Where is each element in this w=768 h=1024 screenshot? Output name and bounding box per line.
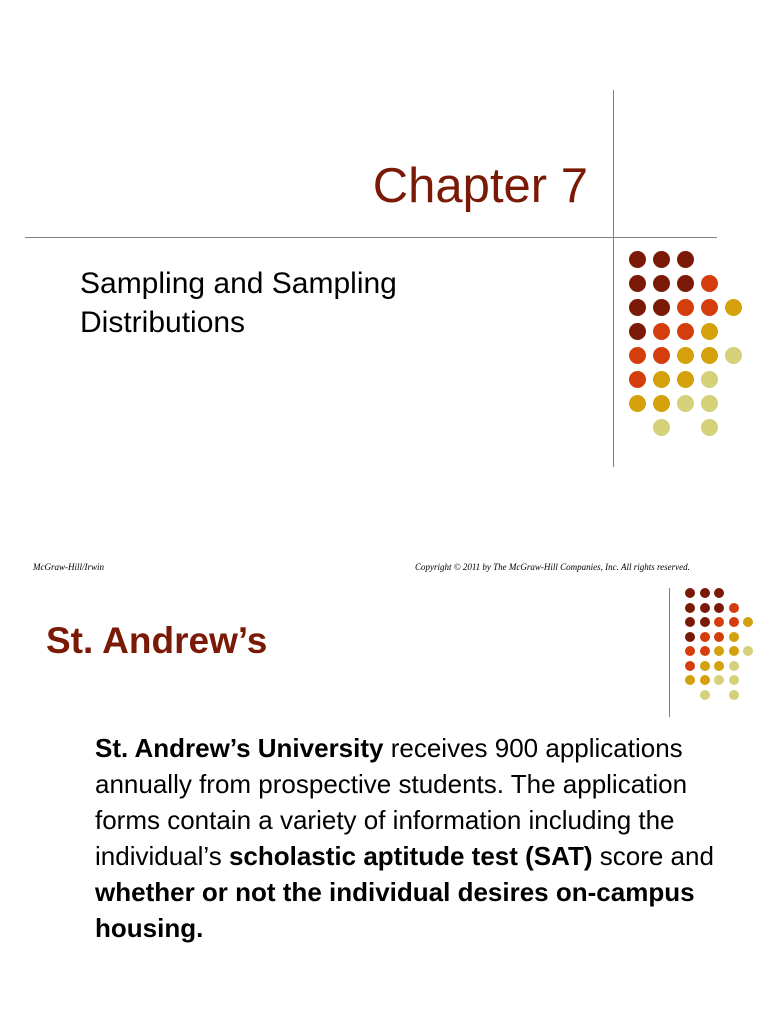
- vertical-rule: [669, 588, 670, 717]
- decorative-dot: [714, 603, 724, 613]
- decorative-dot: [743, 617, 753, 627]
- decorative-dot: [685, 646, 695, 656]
- content-slide: [0, 585, 768, 1024]
- decorative-dot: [677, 299, 694, 316]
- decorative-dot: [629, 275, 646, 292]
- chapter-subtitle: Sampling and Sampling Distributions: [80, 267, 397, 339]
- horizontal-rule: [25, 237, 717, 238]
- decorative-dot: [701, 347, 718, 364]
- decorative-dot: [653, 275, 670, 292]
- footer-copyright: Copyright © 2011 by The McGraw-Hill Companies, Inc. All rights reserved.: [415, 562, 690, 572]
- decorative-dot: [653, 323, 670, 340]
- decorative-dot: [677, 347, 694, 364]
- decorative-dot: [700, 661, 710, 671]
- body-bold-housing: whether or not the individual desires on-campus housing.: [95, 877, 695, 943]
- body-text-1: receives 900 applications annually from prospective students. The application forms contain a variety of information including the individual’s: [95, 733, 688, 871]
- slide-title: St. Andrew’s: [46, 620, 268, 661]
- decorative-dot: [629, 347, 646, 364]
- decorative-dot: [629, 251, 646, 268]
- body-paragraph: [95, 730, 715, 946]
- decorative-dot: [685, 617, 695, 627]
- decorative-dot: [714, 661, 724, 671]
- vertical-rule: [613, 90, 614, 467]
- decorative-dot: [700, 617, 710, 627]
- decorative-dot: [653, 251, 670, 268]
- decorative-dot: [700, 588, 710, 598]
- decorative-dot: [653, 419, 670, 436]
- body-text-2: score and: [592, 841, 714, 871]
- decorative-dot: [725, 347, 742, 364]
- decorative-dot: [677, 395, 694, 412]
- decorative-dot: [729, 603, 739, 613]
- decorative-dot: [685, 632, 695, 642]
- decorative-dot: [629, 323, 646, 340]
- decorative-dot: [729, 675, 739, 685]
- decorative-dot: [685, 588, 695, 598]
- decorative-dot: [714, 632, 724, 642]
- decorative-dot: [701, 371, 718, 388]
- decorative-dot: [653, 395, 670, 412]
- body-bold-university: St. Andrew’s University: [95, 733, 384, 763]
- body-bold-sat: scholastic aptitude test (SAT): [228, 841, 593, 871]
- decorative-dot: [629, 299, 646, 316]
- decorative-dot: [700, 675, 710, 685]
- decorative-dot: [653, 347, 670, 364]
- decorative-dot: [729, 646, 739, 656]
- decorative-dot: [725, 299, 742, 316]
- decorative-dot: [729, 632, 739, 642]
- decorative-dot: [743, 646, 753, 656]
- decorative-dot: [700, 646, 710, 656]
- decorative-dot: [701, 395, 718, 412]
- decorative-dot: [714, 617, 724, 627]
- chapter-title: Chapter 7: [372, 159, 588, 213]
- decorative-dot: [629, 395, 646, 412]
- decorative-dot: [677, 275, 694, 292]
- decorative-dot: [714, 588, 724, 598]
- decorative-dot: [677, 323, 694, 340]
- decorative-dot: [685, 675, 695, 685]
- decorative-dot: [700, 690, 710, 700]
- decorative-dot: [729, 617, 739, 627]
- decorative-dot: [701, 419, 718, 436]
- decorative-dot: [700, 632, 710, 642]
- decorative-dot: [701, 275, 718, 292]
- decorative-dot: [729, 690, 739, 700]
- decorative-dot: [729, 661, 739, 671]
- decorative-dot: [700, 603, 710, 613]
- decorative-dot: [653, 371, 670, 388]
- footer-publisher: McGraw-Hill/Irwin: [33, 562, 104, 572]
- decorative-dot: [701, 299, 718, 316]
- decorative-dot: [629, 371, 646, 388]
- decorative-dot: [677, 251, 694, 268]
- decorative-dot: [701, 323, 718, 340]
- decorative-dot: [653, 299, 670, 316]
- decorative-dot: [685, 661, 695, 671]
- decorative-dot: [685, 603, 695, 613]
- decorative-dot: [714, 675, 724, 685]
- decorative-dot: [677, 371, 694, 388]
- decorative-dot: [714, 646, 724, 656]
